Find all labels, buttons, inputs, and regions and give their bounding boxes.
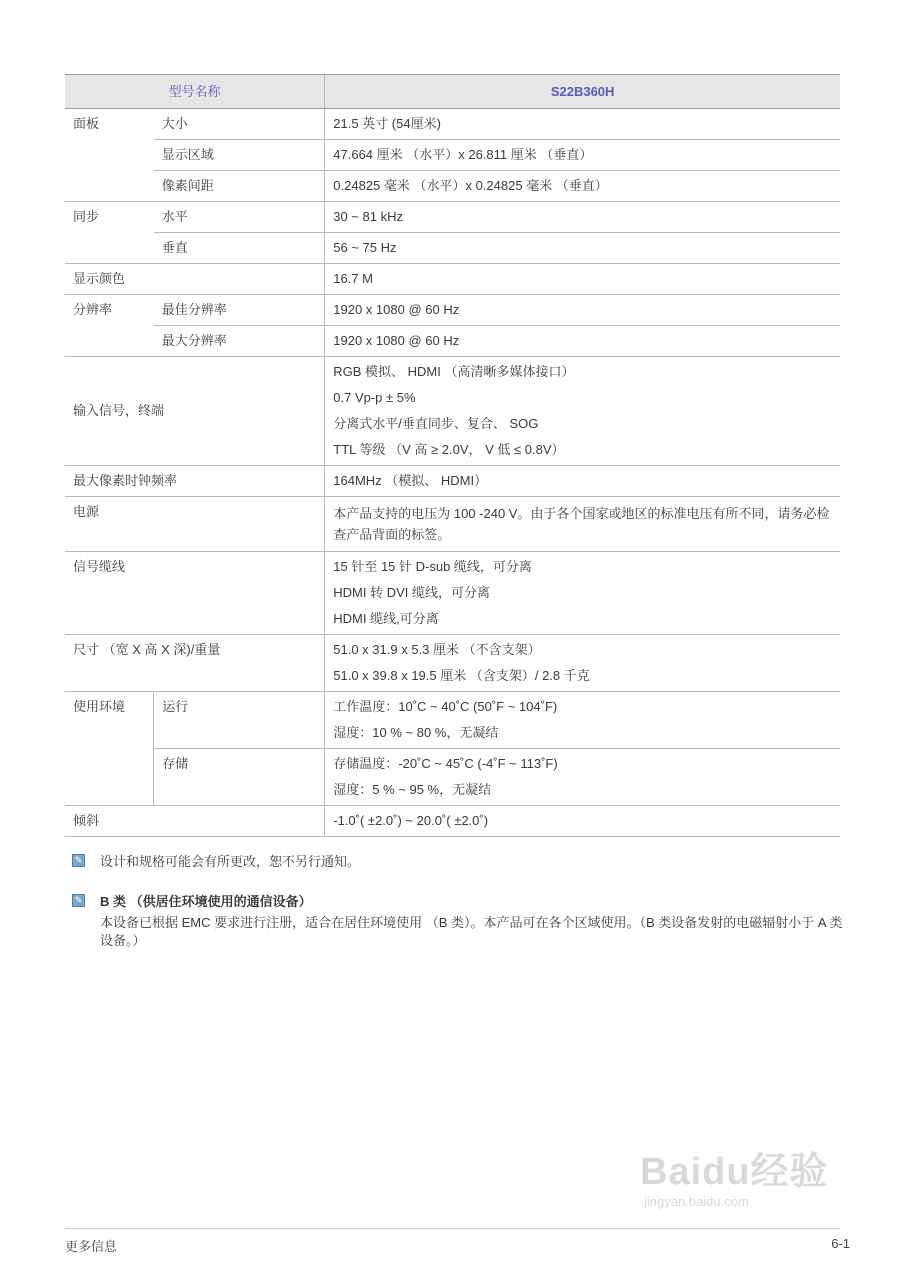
cable-label: 信号缆线 <box>65 552 325 635</box>
panel-label: 面板 <box>65 109 154 202</box>
note-icon: ✎ <box>72 894 85 907</box>
cable-line: 15 针至 15 针 D-sub 缆线，可分离 <box>333 559 532 574</box>
input-line: 分离式水平/垂直同步、复合、 SOG <box>333 416 539 431</box>
table-row <box>65 466 840 497</box>
table-row <box>65 749 840 806</box>
max-resolution-label: 最大分辨率 <box>154 326 325 357</box>
optimal-resolution-label: 最佳分辨率 <box>154 295 325 326</box>
cable-line: HDMI 缆线,可分离 <box>333 611 439 626</box>
cable-value <box>325 552 840 635</box>
dimensions-label: 尺寸 （宽 X 高 X 深)/重量 <box>65 635 325 692</box>
operating-label: 运行 <box>154 692 325 749</box>
operating-value <box>325 692 840 749</box>
note-icon: ✎ <box>72 854 85 867</box>
note-class-b <box>72 893 852 950</box>
tilt-label: 倾斜 <box>65 806 325 837</box>
table-row <box>65 233 840 264</box>
table-row <box>65 357 840 466</box>
display-area-value: 47.664 厘米 （水平）x 26.811 厘米 （垂直） <box>325 140 840 171</box>
storage-line: 存储温度：-20˚C ~ 45˚C (-4˚F ~ 113˚F) <box>333 756 558 771</box>
input-line: 0.7 Vp-p ± 5% <box>333 390 416 405</box>
note-design-change <box>72 853 852 871</box>
sync-horizontal-value: 30 ~ 81 kHz <box>325 202 840 233</box>
footer-section-title: 更多信息 <box>65 1239 118 1254</box>
table-row <box>65 202 840 233</box>
colors-value: 16.7 M <box>325 264 840 295</box>
dimensions-line: 51.0 x 39.8 x 19.5 厘米 （含支架）/ 2.8 千克 <box>333 668 590 683</box>
power-label: 电源 <box>65 497 325 552</box>
table-row <box>65 109 840 140</box>
operating-line: 湿度：10 % ~ 80 %，无凝结 <box>333 725 499 740</box>
tilt-value: -1.0˚( ±2.0˚) ~ 20.0˚( ±2.0˚) <box>325 806 840 837</box>
input-line: TTL 等级 （V 高 ≥ 2.0V， V 低 ≤ 0.8V） <box>333 442 565 457</box>
table-row <box>65 140 840 171</box>
optimal-resolution-value: 1920 x 1080 @ 60 Hz <box>325 295 840 326</box>
watermark-logo: Baidu经验 <box>640 1151 829 1193</box>
table-row <box>65 497 840 552</box>
table-row <box>65 692 840 749</box>
table-row <box>65 326 840 357</box>
watermark <box>640 1150 860 1220</box>
storage-label: 存储 <box>154 749 325 806</box>
dimensions-line: 51.0 x 31.9 x 5.3 厘米 （不含支架） <box>333 642 541 657</box>
header-model: S22B360H <box>325 75 840 109</box>
page-number: 6-1 <box>831 1236 850 1251</box>
panel-size-label: 大小 <box>154 109 325 140</box>
spec-table <box>65 74 840 837</box>
table-row <box>65 295 840 326</box>
pixel-pitch-value: 0.24825 毫米 （水平）x 0.24825 毫米 （垂直） <box>325 171 840 202</box>
pixel-pitch-label: 像素间距 <box>154 171 325 202</box>
display-area-label: 显示区域 <box>154 140 325 171</box>
sync-horizontal-label: 水平 <box>154 202 325 233</box>
input-line: RGB 模拟、 HDMI （高清晰多媒体接口） <box>333 364 575 379</box>
table-header-row <box>65 75 840 109</box>
table-row <box>65 171 840 202</box>
max-resolution-value: 1920 x 1080 @ 60 Hz <box>325 326 840 357</box>
table-row <box>65 635 840 692</box>
panel-size-value: 21.5 英寸 (54厘米) <box>325 109 840 140</box>
input-value <box>325 357 840 466</box>
note-body: 本设备已根据 EMC 要求进行注册，适合在居住环境使用 （B 类）。本产品可在各个区域使用。（B 类设备发射的电磁辐射小于 A 类设备。） <box>100 915 843 948</box>
sync-vertical-label: 垂直 <box>154 233 325 264</box>
cable-line: HDMI 转 DVI 缆线，可分离 <box>333 585 490 600</box>
input-label: 输入信号，终端 <box>65 357 325 466</box>
table-row <box>65 806 840 837</box>
resolution-label: 分辨率 <box>65 295 154 357</box>
table-row <box>65 552 840 635</box>
table-row <box>65 264 840 295</box>
sync-vertical-value: 56 ~ 75 Hz <box>325 233 840 264</box>
footer-divider <box>65 1228 840 1229</box>
pixel-clock-value: 164MHz （模拟、 HDMI） <box>325 466 840 497</box>
operating-line: 工作温度：10˚C ~ 40˚C (50˚F ~ 104˚F) <box>333 699 558 714</box>
watermark-url: jingyan.baidu.com <box>644 1194 749 1209</box>
pixel-clock-label: 最大像素时钟频率 <box>65 466 325 497</box>
header-name-label: 型号名称 <box>65 75 325 109</box>
note-text: 设计和规格可能会有所更改，恕不另行通知。 <box>100 854 361 869</box>
sync-label: 同步 <box>65 202 154 264</box>
power-value: 本产品支持的电压为 100 -240 V。由于各个国家或地区的标准电压有所不同，请务必检查产品背面的标签。 <box>325 497 840 552</box>
colors-label: 显示颜色 <box>65 264 325 295</box>
environment-label: 使用环境 <box>65 692 154 806</box>
note-title: B 类 （供居住环境使用的通信设备） <box>100 894 312 909</box>
storage-value <box>325 749 840 806</box>
dimensions-value <box>325 635 840 692</box>
storage-line: 湿度：5 % ~ 95 %，无凝结 <box>333 782 492 797</box>
